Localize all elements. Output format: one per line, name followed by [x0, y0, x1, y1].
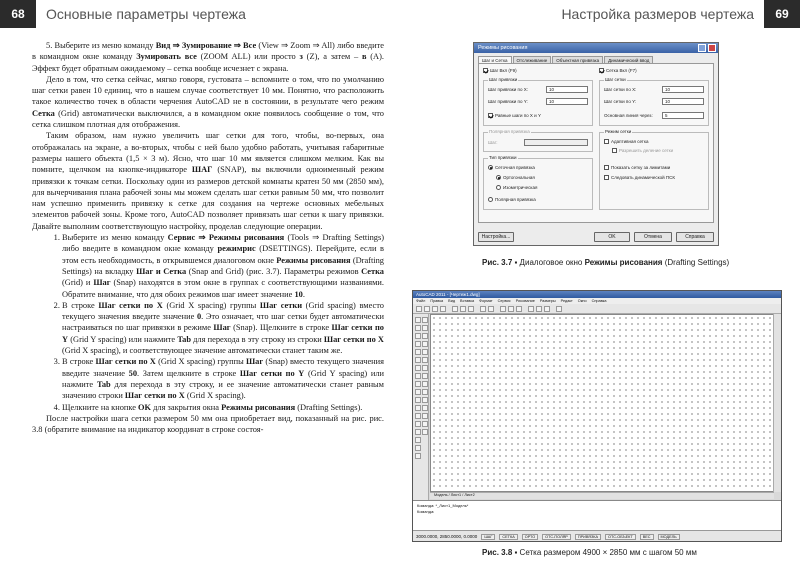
table-icon[interactable]	[415, 445, 421, 451]
multiline-text-icon[interactable]	[415, 453, 421, 459]
left-running-title: Основные параметры чертежа	[46, 6, 246, 22]
menu-format[interactable]: Формат	[479, 299, 493, 303]
gradient-icon[interactable]	[415, 429, 421, 435]
autocad-toolbar	[413, 304, 781, 314]
checkbox-empty-icon	[612, 148, 617, 153]
drawing-area-grid[interactable]	[430, 314, 774, 492]
rotate-icon[interactable]	[422, 365, 428, 371]
help-icon[interactable]	[556, 306, 562, 312]
dialog-title-bar	[474, 43, 718, 53]
checkbox-checked-icon	[488, 113, 493, 118]
scale-icon[interactable]	[422, 373, 428, 379]
equal-xy-checkbox[interactable]: Равные шаги по X и Y	[488, 113, 541, 118]
rectangle-icon[interactable]	[415, 349, 421, 355]
dialog-title: Режимы рисования	[478, 45, 528, 51]
coordinate-readout: 3000.0000, 2850.0000, 0.0000	[416, 534, 478, 539]
tab-object-snap[interactable]: Объектная привязка	[552, 56, 603, 64]
stretch-icon[interactable]	[422, 381, 428, 387]
right-running-title: Настройка размеров чертежа	[561, 6, 754, 22]
save-icon[interactable]	[432, 306, 438, 312]
steps-list	[52, 232, 384, 413]
snap-spacing-group	[483, 77, 593, 126]
grid-snap-radio[interactable]: Сеточная привязка	[488, 165, 535, 170]
trim-icon[interactable]	[422, 389, 428, 395]
print-icon[interactable]	[440, 306, 446, 312]
array-icon[interactable]	[422, 349, 428, 355]
display-beyond-limits-checkbox[interactable]: Показать сетку за лимитами	[604, 165, 670, 170]
grid-y-label: Шаг сетки по Y:	[604, 99, 637, 104]
osnap-toggle[interactable]: ПРИВЯЗКА	[575, 534, 601, 540]
ok-button[interactable]: OK	[594, 232, 630, 242]
dialog-tab-panel	[478, 63, 714, 223]
figure-3-8-caption: Рис. 3.8 ▪ Сетка размером 4900 × 2850 мм с шагом 50 мм	[482, 548, 697, 557]
autocad-title: AutoCAD 2011 - [Чертеж1.dwg]	[416, 292, 480, 297]
snap-x-field[interactable]: 10	[546, 86, 588, 93]
cancel-button[interactable]: Отмена	[634, 232, 672, 242]
checkbox-checked-icon	[483, 68, 488, 73]
pan-icon[interactable]	[500, 306, 506, 312]
polar-snap-radio[interactable]: Полярная привязка	[488, 197, 536, 202]
copy-icon[interactable]	[460, 306, 466, 312]
radio-selected-icon	[488, 165, 493, 170]
checkbox-empty-icon	[604, 165, 609, 170]
grid-on-checkbox[interactable]: Сетка Вкл (F7)	[599, 68, 637, 73]
grid-toggle[interactable]: СЕТКА	[499, 534, 517, 540]
model-toggle[interactable]: МОДЕЛЬ	[658, 534, 680, 540]
menu-insert[interactable]: Вставка	[460, 299, 475, 303]
mirror-icon[interactable]	[422, 333, 428, 339]
paragraph-grid-step: Таким образом, нам нужно увеличить шаг сетки для того, чтобы, во-первых, она отображалась на экране, а во-вторых, чтобы с ней было удобно работать, учитывая габаритные размеры нашего объекта (1,5 × 3 м). Ясно, что шаг 10 мм является слишком мелким. Как вы помните, щелчком на кнопке-индикаторе ШАГ (SNAP), вы включили одноименный режим привязки к точкам сетки. Поскольку один из размеров детской комнаты кратен 50 мм (2850 мм), для вычерчивания плана рабочей зоны мы можем сделать шаг сетки равным 50 мм, что позволит нам успешно применить привязку к сетке для создания на чертеже основных мебельных элементов рабочей зоны. Кроме того, AutoCAD позволяет привязать шаг сетки к шагу привязки. Давайте выполним соответствующую настройку, проделав следующие операции.	[32, 131, 384, 231]
make-block-icon[interactable]	[415, 405, 421, 411]
menu-edit[interactable]: Правка	[430, 299, 444, 303]
line-tool-icon[interactable]	[415, 317, 421, 323]
design-center-icon[interactable]	[536, 306, 542, 312]
polyline-icon[interactable]	[415, 333, 421, 339]
otrack-toggle[interactable]: ОТС-ОБЪЕКТ	[605, 534, 636, 540]
polar-spacing-group	[483, 129, 593, 152]
polygon-icon[interactable]	[415, 341, 421, 347]
circle-icon[interactable]	[415, 365, 421, 371]
properties-icon[interactable]	[528, 306, 534, 312]
open-file-icon[interactable]	[424, 306, 430, 312]
grid-spacing-group	[599, 77, 709, 126]
tab-polar-tracking[interactable]: Отслеживание	[513, 56, 552, 64]
copy-object-icon[interactable]	[422, 325, 428, 331]
major-line-label: Основная линия через:	[604, 113, 653, 118]
new-file-icon[interactable]	[416, 306, 422, 312]
right-page-number: 69	[764, 0, 800, 28]
major-line-field[interactable]: 5	[662, 112, 704, 119]
radio-selected-icon	[496, 175, 501, 180]
command-prompt-line: Команда:	[417, 509, 435, 514]
ellipse-icon[interactable]	[415, 389, 421, 395]
rectangular-snap-radio[interactable]: Ортогональная	[496, 175, 535, 180]
tool-palettes-icon[interactable]	[544, 306, 550, 312]
right-page-header	[400, 0, 800, 28]
follow-ucs-checkbox[interactable]: Следовать динамической ПСК	[604, 175, 675, 180]
grid-y-field[interactable]: 10	[662, 98, 704, 105]
figure-3-7-caption: Рис. 3.7 ▪ Диалоговое окно Режимы рисования (Drafting Settings)	[482, 258, 730, 267]
grid-behavior-label: Режим сетки	[605, 129, 632, 134]
checkbox-checked-icon	[599, 68, 604, 73]
command-window[interactable]	[413, 500, 782, 530]
help-question-icon[interactable]	[698, 44, 706, 52]
paste-icon[interactable]	[468, 306, 474, 312]
grid-behavior-group	[599, 129, 709, 210]
snap-y-field[interactable]: 10	[546, 98, 588, 105]
explode-icon[interactable]	[422, 429, 428, 435]
autocad-window	[412, 290, 782, 542]
subdivision-checkbox: Разрешить деление сетки	[612, 148, 673, 153]
construction-line-icon[interactable]	[415, 325, 421, 331]
adaptive-grid-checkbox[interactable]: Адаптивная сетка	[604, 139, 648, 144]
radio-empty-icon	[488, 197, 493, 202]
menu-dimension[interactable]: Размеры	[539, 299, 556, 303]
drafting-settings-dialog	[473, 42, 719, 246]
hatch-icon[interactable]	[415, 421, 421, 427]
revision-cloud-icon[interactable]	[415, 373, 421, 379]
step-2: 2. В строке Шаг сетки по X (Grid X spacing) группы Шаг сетки (Grid spacing) вместо текущего значения введите значение 0. Это означает, что шаг сетки будет автоматически настраиваться по шаг привязки в режиме Шаг (Snap). Щелкните в строке Шаг сетки по Y (Grid Y spacing) или нажмите Tab для перехода в эту строку из строки Шаг сетки по X (Grid X spacing), и соответствующее значение автоматически станет таким же.	[62, 300, 384, 356]
point-icon[interactable]	[415, 413, 421, 419]
step-3: 3. В строке Шаг сетки по X (Grid X spacing) группы Шаг (Snap) вместо текущего значения введите значение 50. Затем щелкните в строке Шаг сетки по Y (Grid Y spacing) или нажмите Tab для перехода в эту строку, и ее значение автоматически станет равным значению строки Шаг сетки по X (Grid X spacing).	[62, 356, 384, 401]
polar-distance-label: Шаг:	[488, 140, 498, 145]
snap-on-checkbox[interactable]: Шаг Вкл (F9)	[483, 68, 517, 73]
offset-icon[interactable]	[422, 341, 428, 347]
radio-empty-icon	[496, 185, 501, 190]
close-icon[interactable]	[708, 44, 716, 52]
chamfer-icon[interactable]	[422, 413, 428, 419]
menu-view[interactable]: Вид	[448, 299, 456, 303]
undo-icon[interactable]	[480, 306, 486, 312]
menu-help[interactable]: Справка	[591, 299, 607, 303]
options-button[interactable]: Настройка...	[478, 232, 514, 242]
step-1: 1. Выберите из меню команду Сервис ⇒ Режимы рисования (Tools ⇒ Drafting Settings) либо введите в командном окне команду режимрис (DSETTINGS). Перейдите, если в этом есть необходимость, в открывшемся диалоговом окне Режимы рисования (Drafting Settings) на вкладку Шаг и Сетка (Snap and Grid) (рис. 3.7). Параметры режимов Сетка (Grid) и Шаг (Snap) находятся в этом окне в группах с соответствующими названиями. Обратите внимание, что для обоих режимов шаг имеет значение 10.	[62, 232, 384, 300]
tab-snap-grid[interactable]: Шаг и Сетка	[478, 56, 512, 64]
step-5-paragraph: 5. Выберите из меню команду Вид ⇒ Зумирование ⇒ Все (View ⇒ Zoom ⇒ All) либо введите в командном окне команду Зумировать все (ZOOM ALL) или просто з (Z), а затем – в (A). Эффект будет обратным ожидаемому – сетка вообще исчезнет с экрана.	[32, 41, 384, 73]
insert-block-icon[interactable]	[415, 397, 421, 403]
step-4: 4. Щелкните на кнопке OK для закрытия окна Режимы рисования (Drafting Settings).	[62, 402, 384, 413]
zoom-icon[interactable]	[508, 306, 514, 312]
grid-x-field[interactable]: 10	[662, 86, 704, 93]
status-bar	[413, 530, 782, 542]
paragraph-after-steps: После настройки шага сетки размером 50 мм она приобретает вид, показанный на рис. рис. 3.8 (обратите внимание на индикатор координат в строке состоя-	[32, 413, 384, 435]
snap-type-label: Тип привязки	[489, 155, 517, 160]
command-history-line: Команда: *_Лист1_Модель*	[417, 503, 469, 508]
move-icon[interactable]	[422, 357, 428, 363]
spline-icon[interactable]	[415, 381, 421, 387]
tab-dynamic-input[interactable]: Динамический ввод	[604, 56, 653, 64]
menu-modify[interactable]: Редакт	[560, 299, 573, 303]
left-page-body	[32, 40, 384, 435]
isometric-snap-radio[interactable]: Изометрическая	[496, 185, 537, 190]
ortho-toggle[interactable]: ОРТО	[522, 534, 538, 540]
left-page-number: 68	[0, 0, 36, 28]
help-button[interactable]: Справка	[676, 232, 714, 242]
grid-group-label: Шаг сетки	[605, 77, 626, 82]
checkbox-empty-icon	[604, 139, 609, 144]
paragraph-grid-density: Дело в том, что сетка сейчас, мягко говоря, густовата – вспомните о том, что по умолчанию шаг сетки равен 10 единиц, что в нашем случае соответствует 10 мм. Понятно, что расположить такое количество точек в области черчения AutoCAD не в состоянии, в результате чего режим Сетка (Grid) автоматически выключился, а в командном окне появилось сообщение о том, что сетка слишком плотная для отображения.	[32, 74, 384, 130]
snap-y-label: Шаг привязки по Y:	[488, 99, 528, 104]
autocad-title-bar	[413, 291, 781, 298]
zoom-window-icon[interactable]	[516, 306, 522, 312]
polar-group-label: Полярная привязка	[489, 129, 530, 134]
menu-file[interactable]: Файл	[416, 299, 426, 303]
grid-x-label: Шаг сетки по X:	[604, 87, 637, 92]
region-icon[interactable]	[415, 437, 421, 443]
snap-toggle[interactable]: ШАГ	[481, 534, 495, 540]
menu-tools[interactable]: Сервис	[497, 299, 511, 303]
draw-toolbar	[413, 314, 429, 514]
snap-group-label: Шаг привязки	[489, 77, 518, 82]
polar-distance-field	[524, 139, 588, 146]
layout-tabs[interactable]: Модель / Лист1 / Лист2	[430, 492, 774, 499]
extend-icon[interactable]	[422, 397, 428, 403]
menu-draw[interactable]: Рисование	[515, 299, 535, 303]
redo-icon[interactable]	[488, 306, 494, 312]
fillet-icon[interactable]	[422, 421, 428, 427]
vertical-scrollbar[interactable]	[773, 314, 781, 492]
snap-x-label: Шаг привязки по X:	[488, 87, 528, 92]
arc-icon[interactable]	[415, 357, 421, 363]
break-icon[interactable]	[422, 405, 428, 411]
cut-icon[interactable]	[452, 306, 458, 312]
polar-toggle[interactable]: ОТС-ПОЛЯР	[542, 534, 571, 540]
left-page-header	[0, 0, 400, 28]
snap-type-group	[483, 155, 593, 210]
erase-icon[interactable]	[422, 317, 428, 323]
lineweight-toggle[interactable]: ВЕС	[640, 534, 654, 540]
checkbox-empty-icon	[604, 175, 609, 180]
menu-window[interactable]: Окно	[577, 299, 587, 303]
